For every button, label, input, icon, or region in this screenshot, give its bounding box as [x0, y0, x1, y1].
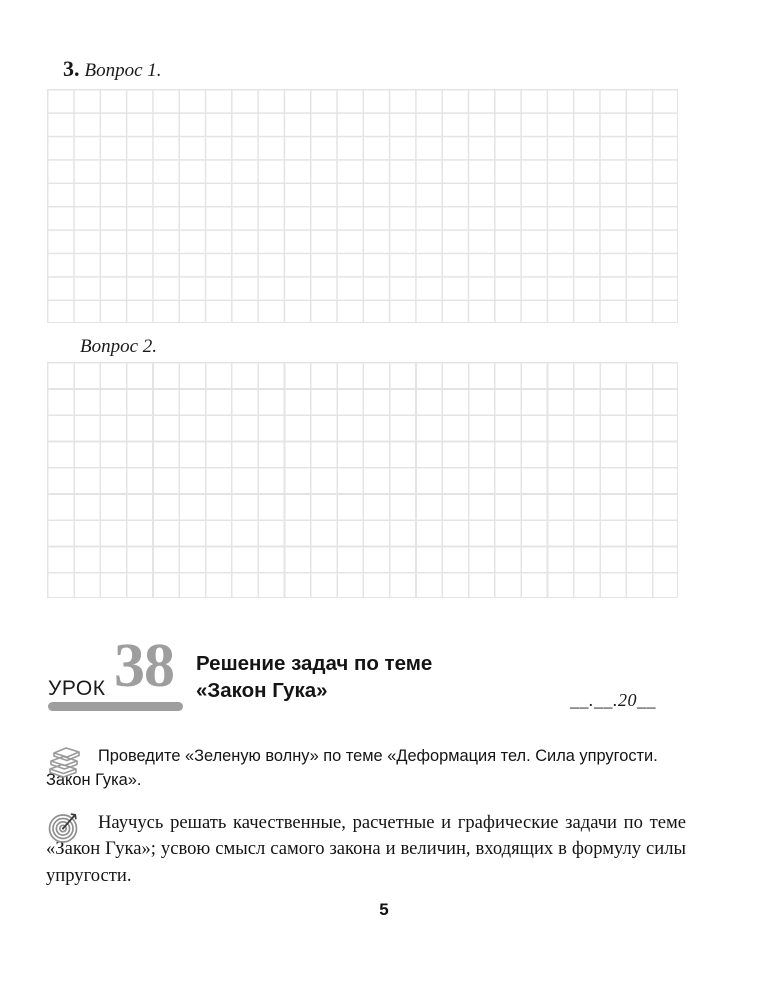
question-2-heading	[75, 336, 157, 358]
question-1-heading	[63, 56, 162, 82]
lesson-badge	[44, 632, 189, 715]
lesson-accent-bar	[48, 702, 183, 711]
question-1-number: 3.	[63, 56, 80, 81]
books-icon	[46, 744, 86, 780]
lesson-word: УРОК	[48, 677, 106, 700]
target-icon	[46, 810, 86, 846]
lesson-number: 38	[114, 632, 174, 700]
page-number: 5	[379, 900, 389, 919]
note-learning-goal-text: Научусь решать качественные, расчетные и графические задачи по теме «Закон Гука»; усвою смысл самого закона и величин, входящих в формулу силы упругости.	[46, 812, 686, 886]
lesson-title-line-2: «Закон Гука»	[196, 679, 328, 703]
lesson-header	[0, 632, 768, 730]
lesson-date-field[interactable]: __.__.20__	[570, 690, 656, 710]
lesson-title-line-1: Решение задач по теме	[196, 652, 433, 675]
note-green-wave-text: Проведите «Зеленую волну» по теме «Деформация тел. Сила упругости. Закон Гука».	[46, 747, 658, 790]
note-learning-goal	[46, 810, 686, 889]
question-1-label: Вопрос 1.	[84, 60, 162, 81]
question-2-label: Вопрос 2.	[80, 336, 158, 357]
note-green-wave	[46, 744, 686, 793]
answer-grid-question-2[interactable]	[47, 362, 678, 598]
lesson-title	[196, 650, 526, 704]
answer-grid-question-1[interactable]	[47, 89, 678, 323]
